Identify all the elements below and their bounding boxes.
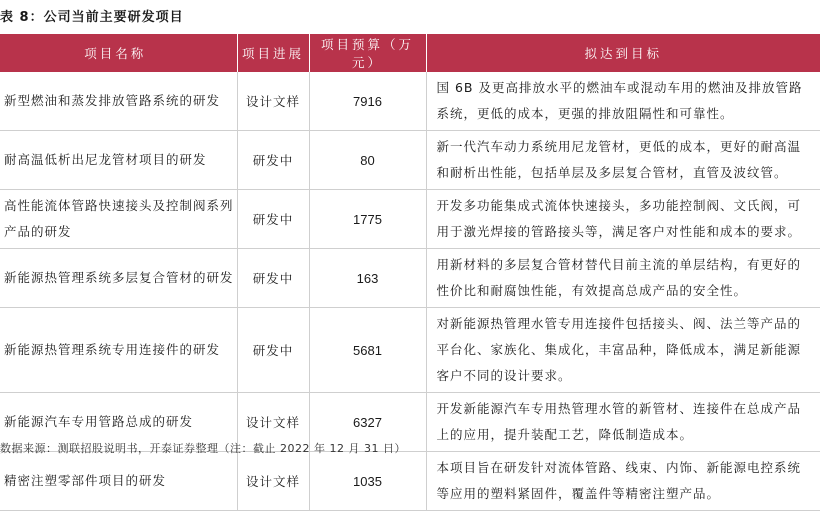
- budget-cell: 80: [309, 131, 426, 190]
- header-progress: 项目进展: [237, 34, 309, 72]
- goal-cell: 开发多功能集成式流体快速接头，多功能控制阀、文氏阀，可用于激光焊接的管路接头等，满足客户对性能和成本的要求。: [426, 190, 820, 249]
- table-row: [0, 452, 820, 511]
- header-project-name: 项目名称: [0, 34, 237, 72]
- budget-cell: 7916: [309, 72, 426, 131]
- project-name-cell: 新能源热管理系统专用连接件的研发: [0, 308, 237, 393]
- goal-cell: 新一代汽车动力系统用尼龙管材，更低的成本，更好的耐高温和耐析出性能，包括单层及多层复合管材，直管及波纹管。: [426, 131, 820, 190]
- table-row: [0, 308, 820, 393]
- budget-cell: 1035: [309, 452, 426, 511]
- table-row: [0, 190, 820, 249]
- progress-cell: 研发中: [237, 131, 309, 190]
- budget-cell: 6327: [309, 393, 426, 452]
- project-name-cell: 新型燃油和蒸发排放管路系统的研发: [0, 72, 237, 131]
- table-caption: 表 8：公司当前主要研发项目: [0, 10, 184, 25]
- progress-cell: 研发中: [237, 308, 309, 393]
- header-budget: 项目预算（万元）: [309, 34, 426, 72]
- table-row: [0, 249, 820, 308]
- goal-cell: 国 6B 及更高排放水平的燃油车或混动车用的燃油及排放管路系统，更低的成本，更强的排放阻隔性和可靠性。: [426, 72, 820, 131]
- data-source-note: 数据来源：测联招股说明书，开泰证券整理（注：截止 2022 年 12 月 31 日）: [0, 442, 406, 455]
- goal-cell: 对新能源热管理水管专用连接件包括接头、阀、法兰等产品的平台化、家族化、集成化，丰富品种，降低成本，满足新能源客户不同的设计要求。: [426, 308, 820, 393]
- goal-cell: 本项目旨在研发针对流体管路、线束、内饰、新能源电控系统等应用的塑料紧固件，覆盖件等精密注塑产品。: [426, 452, 820, 511]
- header-goal: 拟达到目标: [426, 34, 820, 72]
- project-name-cell: 高性能流体管路快速接头及控制阀系列产品的研发: [0, 190, 237, 249]
- progress-cell: 研发中: [237, 249, 309, 308]
- project-name-cell: 精密注塑零部件项目的研发: [0, 452, 237, 511]
- goal-cell: 开发新能源汽车专用热管理水管的新管材、连接件在总成产品上的应用，提升装配工艺，降低制造成本。: [426, 393, 820, 452]
- project-name-cell: 耐高温低析出尼龙管材项目的研发: [0, 131, 237, 190]
- project-name-cell: 新能源汽车专用管路总成的研发: [0, 393, 237, 452]
- progress-cell: 研发中: [237, 190, 309, 249]
- goal-cell: 用新材料的多层复合管材替代目前主流的单层结构，有更好的性价比和耐腐蚀性能，有效提高总成产品的安全性。: [426, 249, 820, 308]
- progress-cell: 设计文样: [237, 452, 309, 511]
- header-row: [0, 34, 820, 72]
- table-row: [0, 72, 820, 131]
- budget-cell: 5681: [309, 308, 426, 393]
- budget-cell: 1775: [309, 190, 426, 249]
- table-row: [0, 131, 820, 190]
- budget-cell: 163: [309, 249, 426, 308]
- project-name-cell: 新能源热管理系统多层复合管材的研发: [0, 249, 237, 308]
- progress-cell: 设计文样: [237, 72, 309, 131]
- progress-cell: 设计文样: [237, 393, 309, 452]
